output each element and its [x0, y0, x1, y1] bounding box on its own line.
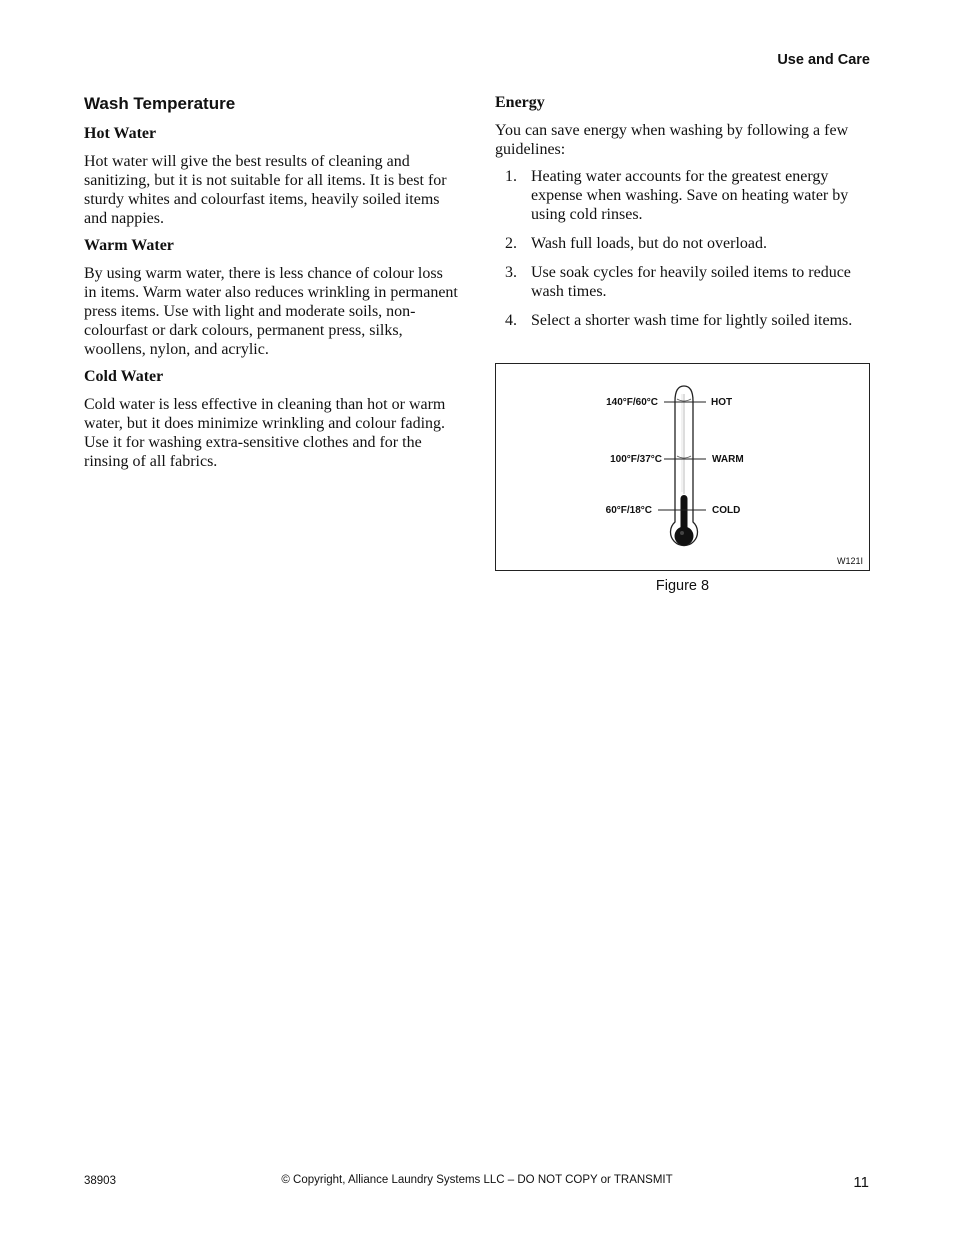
thermometer-illustration	[496, 364, 871, 572]
footer-page-number: 11	[853, 1174, 869, 1191]
figure-caption: Figure 8	[655, 578, 710, 594]
cold-water-heading: Cold Water	[84, 368, 164, 385]
warm-label: WARM	[712, 454, 744, 465]
warm-water-text: By using warm water, there is less chance of colour loss in items. Warm water also reduces wrinkling in permanent press items. Use with light and moderate soils, non-colourfast or dark colours, permanent press, silks, woollens, nylon, and acrylic.	[84, 265, 458, 358]
running-header: Use and Care	[777, 52, 870, 68]
list-item-text: Heating water accounts for the greatest energy expense when washing. Save on heating water by using cold rinses.	[531, 168, 849, 223]
hot-water-heading: Hot Water	[84, 125, 157, 142]
hot-water-text: Hot water will give the best results of cleaning and sanitizing, but it is not suitable for all items. It is best for sturdy whites and colourfast items, heavily soiled items and nappies.	[84, 153, 447, 227]
energy-guidelines-list	[495, 167, 873, 330]
hot-temperature-label: 140°F/60°C	[606, 397, 658, 408]
list-item	[495, 311, 873, 330]
section-title: Wash Temperature	[84, 94, 236, 113]
list-item-text: Select a shorter wash time for lightly soiled items.	[531, 312, 853, 329]
list-item	[495, 234, 873, 253]
cold-water-text: Cold water is less effective in cleaning than hot or warm water, but it does minimize wrinkling and colour fading. Use it for washing extra-sensitive clothes and for the rinsing of all fabrics.	[84, 396, 446, 470]
thermometer-bulb	[675, 527, 694, 546]
list-item-number: 2.	[505, 235, 517, 252]
list-item-text: Wash full loads, but do not overload.	[531, 235, 768, 252]
footer-copyright: © Copyright, Alliance Laundry Systems LLC – DO NOT COPY or TRANSMIT	[281, 1174, 673, 1186]
wash-temperature-section	[84, 92, 459, 479]
figure-code: W121I	[836, 556, 863, 566]
energy-heading: Energy	[495, 94, 545, 111]
cold-label: COLD	[712, 505, 741, 516]
warm-water-heading: Warm Water	[84, 237, 174, 254]
thermometer-figure	[495, 363, 870, 571]
footer-doc-number: 38903	[84, 1175, 116, 1187]
list-item	[495, 263, 873, 301]
list-item	[495, 167, 873, 224]
list-item-text: Use soak cycles for heavily soiled items to reduce wash times.	[531, 264, 851, 300]
list-item-number: 3.	[505, 264, 517, 281]
hot-label: HOT	[711, 397, 733, 408]
list-item-number: 1.	[505, 168, 517, 185]
energy-section	[495, 92, 873, 340]
cold-temperature-label: 60°F/18°C	[605, 505, 652, 516]
energy-intro: You can save energy when washing by following a few guidelines:	[495, 122, 849, 158]
warm-temperature-label: 100°F/37°C	[610, 454, 662, 465]
list-item-number: 4.	[505, 312, 517, 329]
